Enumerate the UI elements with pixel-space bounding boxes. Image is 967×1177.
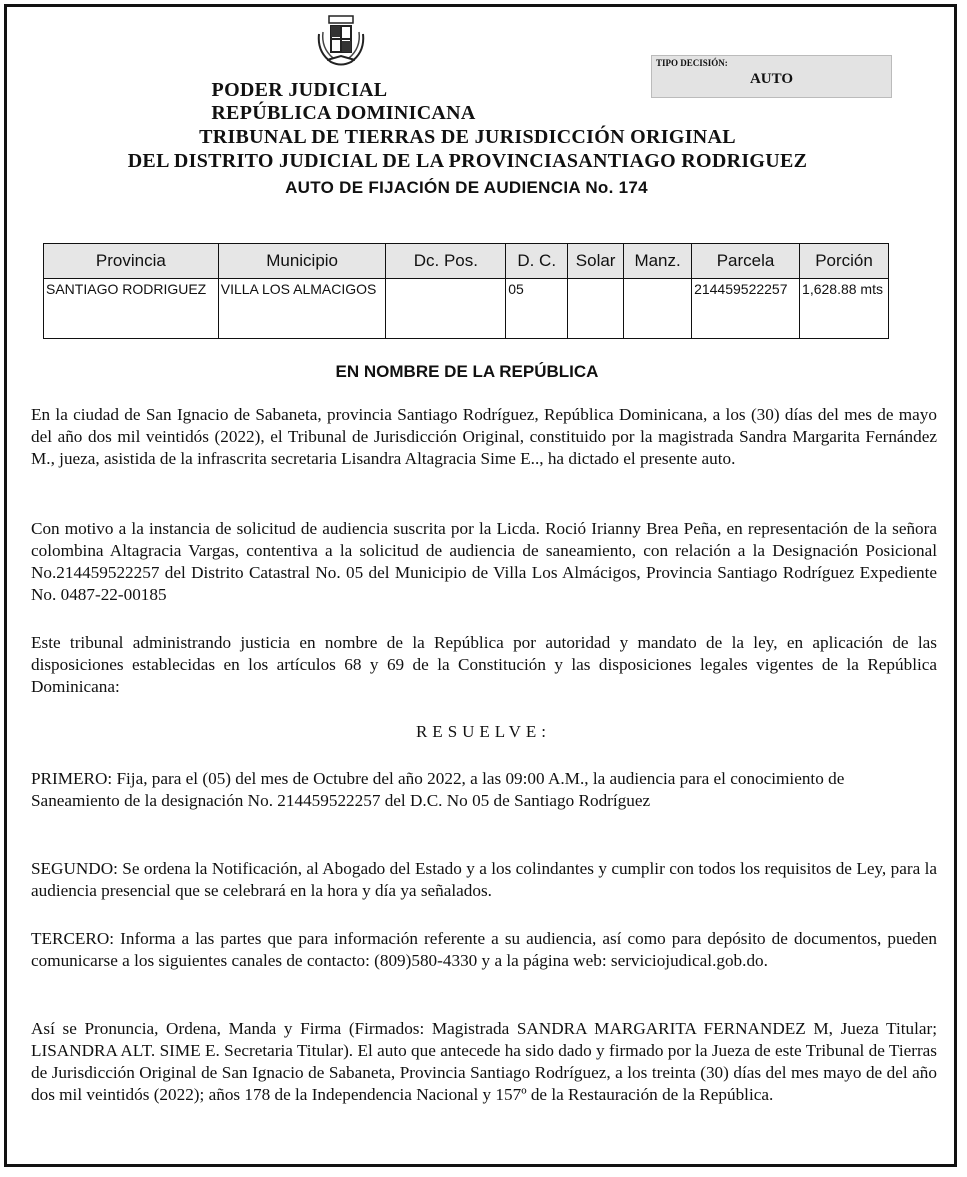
header-tribunal: TRIBUNAL DE TIERRAS DE JURISDICCIÓN ORIGINAL <box>199 126 736 148</box>
cell-dc-pos <box>386 279 506 339</box>
table-row <box>44 279 889 339</box>
cell-dc: 05 <box>506 279 568 339</box>
column-header: D. C. <box>506 244 568 279</box>
paragraph-considerando: Este tribunal administrando justicia en nombre de la República por autoridad y mandato de la ley, en aplicación de las disposiciones establecidas en los artículos 68 y 69 de la Constitución y las disposiciones legales vigentes de la República Dominicana: <box>31 633 937 696</box>
header-distrito: DEL DISTRITO JUDICIAL DE LA PROVINCIASANTIAGO RODRIGUEZ <box>127 150 808 172</box>
column-header: Manz. <box>624 244 692 279</box>
paragraph-segundo: SEGUNDO: Se ordena la Notificación, al Abogado del Estado y a los colindantes y cumplir con todos los requisitos de Ley, para la audiencia presencial que se celebrará en la hora y día ya señalados. <box>31 859 937 900</box>
cell-porcion: 1,628.88 mts <box>800 279 889 339</box>
column-header: Municipio <box>218 244 386 279</box>
column-header: Parcela <box>692 244 800 279</box>
cell-municipio: VILLA LOS ALMACIGOS <box>218 279 386 339</box>
header-republica: REPÚBLICA DOMINICANA <box>211 102 476 124</box>
header-poder-judicial: PODER JUDICIAL <box>211 79 388 101</box>
column-header: Dc. Pos. <box>386 244 506 279</box>
coat-of-arms-icon <box>313 12 369 68</box>
resuelve-heading: RESUELVE: <box>415 722 552 741</box>
document-title: AUTO DE FIJACIÓN DE AUDIENCIA No. 174 <box>285 178 648 197</box>
paragraph-motivo: Con motivo a la instancia de solicitud de audiencia suscrita por la Licda. Roció Irianny Brea Peña, en representación de la señora colombina Altagracia Vargas, contentiva a la solicitud de audiencia de saneamiento, con relación a la Designación Posicional No.214459522257 del Distrito Catastral No. 05 del Municipio de Villa Los Almácigos, Provincia Santiago Rodríguez Expediente No. 0487-22-00185 <box>31 519 937 604</box>
cell-provincia: SANTIAGO RODRIGUEZ <box>44 279 219 339</box>
decision-type-label: TIPO DECISIÓN: <box>656 58 728 68</box>
parcel-table <box>43 243 889 339</box>
cell-manzana <box>624 279 692 339</box>
paragraph-intro: En la ciudad de San Ignacio de Sabaneta, provincia Santiago Rodríguez, República Dominicana, a los (30) días del mes de mayo del año dos mil veintidós (2022), el Tribunal de Jurisdicción Original, constituido por la magistrada Sandra Margarita Fernández M., jueza, asistida de la infrascrita secretaria Lisandra Altagracia Sime E.., ha dictado el presente auto. <box>31 405 937 468</box>
column-header: Porción <box>800 244 889 279</box>
table-header-row <box>44 244 889 279</box>
decision-type-value: AUTO <box>749 71 794 87</box>
cell-solar <box>568 279 624 339</box>
paragraph-cierre: Así se Pronuncia, Ordena, Manda y Firma (Firmados: Magistrada SANDRA MARGARITA FERNANDEZ M, Jueza Titular; LISANDRA ALT. SIME E. Secretaria Titular). El auto que antecede ha sido dado y firmado por la Jueza de este Tribunal de Tierras de Jurisdicción Original de San Ignacio de Sabaneta, Provincia Santiago Rodríguez, a los treinta (30) días del mes mayo de del año dos mil veintidós (2022); años 178 de la Independencia Nacional y 157º de la Restauración de la República. <box>31 1019 937 1104</box>
paragraph-primero: PRIMERO: Fija, para el (05) del mes de Octubre del año 2022, a las 09:00 A.M., la audiencia para el conocimiento de Saneamiento de la designación No. 214459522257 del D.C. No 05 de Santiago Rodríguez <box>31 769 845 810</box>
paragraph-tercero: TERCERO: Informa a las partes que para información referente a su audiencia, así como para depósito de documentos, pueden comunicarse a los siguientes canales de contacto: (809)580-4330 y a la página web: serviciojudical.gob.do. <box>31 929 937 970</box>
column-header: Provincia <box>44 244 219 279</box>
column-header: Solar <box>568 244 624 279</box>
section-title-nombre: EN NOMBRE DE LA REPÚBLICA <box>335 362 599 381</box>
cell-parcela: 214459522257 <box>692 279 800 339</box>
